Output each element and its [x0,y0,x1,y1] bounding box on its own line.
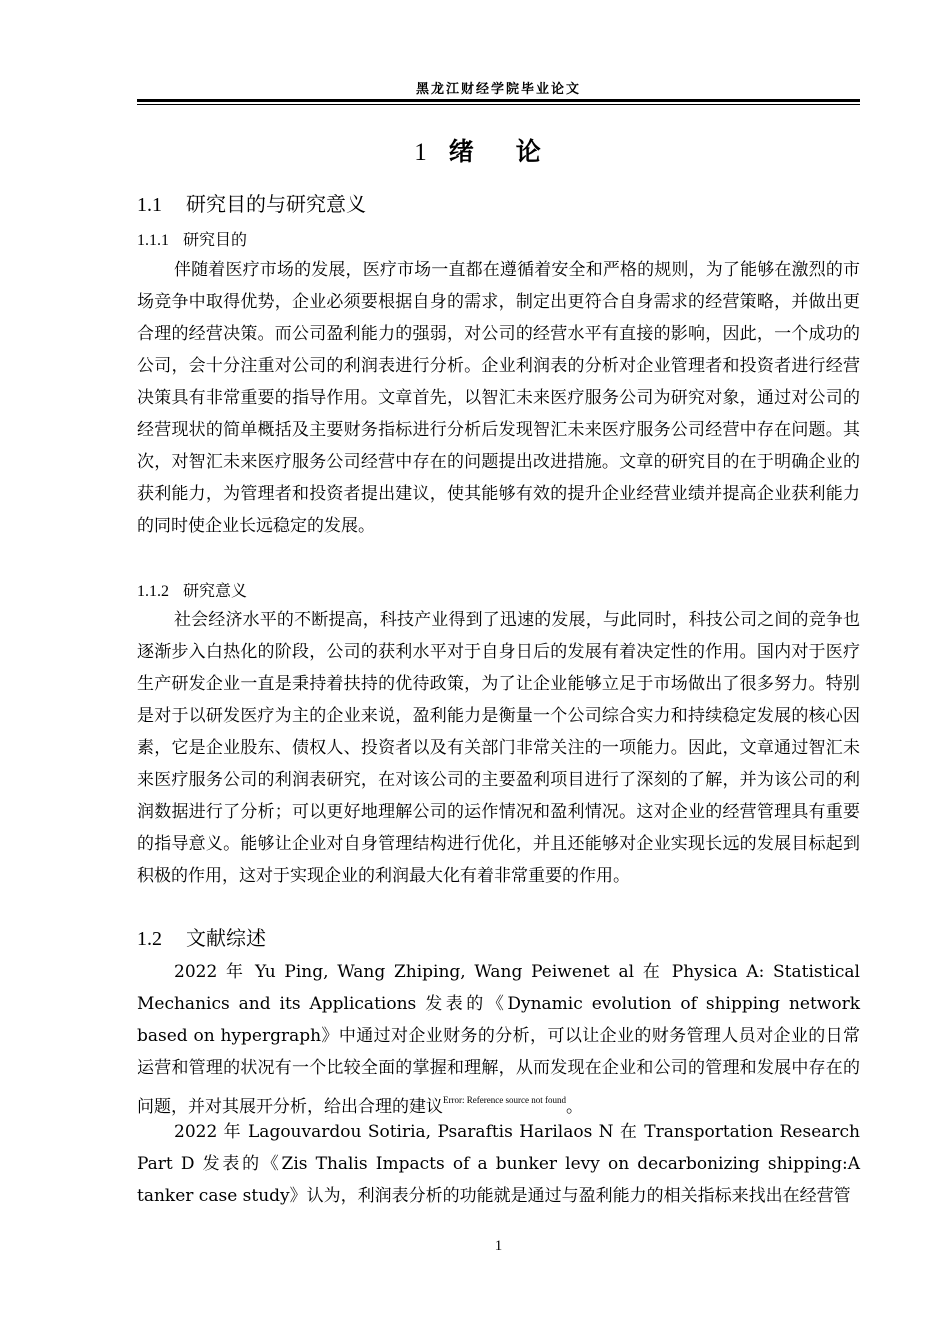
header-rule-thick [137,99,860,102]
section-heading-1-1 [137,188,366,217]
section-number: 1.2 [137,928,162,950]
paragraph-literature-1 [137,956,860,1123]
paragraph-literature-2: 2022 年 Lagouvardou Sotiria, Psaraftis Harilaos N 在 Transportation Research Part D 发表的《Zis Thalis Impacts of a bunker levy on decarbonizing shipping:A tanker case study》认为，利润表分析的功能就是通过与盈利能力的相关指标来找出在经营管 [137,1122,860,1206]
subsection-title: 研究意义 [183,581,248,600]
subsection-number: 1.1.1 [137,232,169,249]
chapter-heading: 绪论 [448,137,583,166]
subsection-number: 1.1.2 [137,583,169,600]
subsection-heading-1-1-2 [137,578,247,601]
paragraph-text: 2022 年 Yu Ping, Wang Zhiping, Wang Peiwenet al 在 Physica A: Statistical Mechanics and its Applications 发表的《Dynamic evolution of shipping network based on hypergraph》中通过对企业财务的分析，可以让企业的财务管理人员对企业的日常运营和管理的状况有一个比较全面的掌握和理解，从而发现在企业和公司的管理和发展中存在的问题，并对其展开分析，给出合理的建议 [137,962,860,1117]
running-header: 黑龙江财经学院毕业论文 [415,82,581,97]
section-heading-1-2 [137,922,266,951]
subsection-title: 研究目的 [183,230,248,249]
paragraph-research-purpose: 伴随着医疗市场的发展，医疗市场一直都在遵循着安全和严格的规则，为了能够在激烈的市场竞争中取得优势，企业必须要根据自身的需求，制定出更符合自身需求的经营策略，并做出更合理的经营决策。而公司盈利能力的强弱，对公司的经营水平有直接的影响，因此，一个成功的公司，会十分注重对公司的利润表进行分析。企业利润表的分析对企业管理者和投资者进行经营决策具有非常重要的指导作用。文章首先，以智汇未来医疗服务公司为研究对象，通过对公司的经营现状的简单概括及主要财务指标进行分析后发现智汇未来医疗服务公司经营中存在问题。其次，对智汇未来医疗服务公司经营中存在的问题提出改进措施。文章的研究目的在于明确企业的获利能力，为管理者和投资者提出建议，使其能够有效的提升企业经营业绩并提高企业获利能力的同时使企业长远稳定的发展。 [137,260,860,536]
header-rule-thin [137,104,860,105]
paragraph-research-significance: 社会经济水平的不断提高，科技产业得到了迅速的发展，与此同时，科技公司之间的竞争也逐渐步入白热化的阶段，公司的获利水平对于自身日后的发展有着决定性的作用。国内对于医疗生产研发企业一直是秉持着扶持的优待政策，为了让企业能够立足于市场做出了很多努力。特别是对于以研发医疗为主的企业来说，盈利能力是衡量一个公司综合实力和持续稳定发展的核心因素，它是企业股东、债权人、投资者以及有关部门非常关注的一项能力。因此，文章通过智汇未来医疗服务公司的利润表研究，在对该公司的主要盈利项目进行了深刻的了解，并为该公司的利润数据进行了分析；可以更好地理解公司的运作情况和盈利情况。这对企业的经营管理具有重要的指导意义。能够让企业对自身管理结构进行优化，并且还能够对企业实现长远的发展目标起到积极的作用，这对于实现企业的利润最大化有着非常重要的作用。 [137,610,860,886]
section-title: 文献综述 [186,926,266,950]
paragraph-end-mark: 。 [565,1097,583,1117]
section-title: 研究目的与研究意义 [186,192,366,216]
subsection-heading-1-1-1 [137,227,247,250]
chapter-title [137,132,860,168]
chapter-number: 1 [414,139,427,166]
page-number: 1 [494,1238,503,1254]
reference-error-note: Error: Reference source not found [443,1095,566,1105]
section-number: 1.1 [137,194,162,216]
